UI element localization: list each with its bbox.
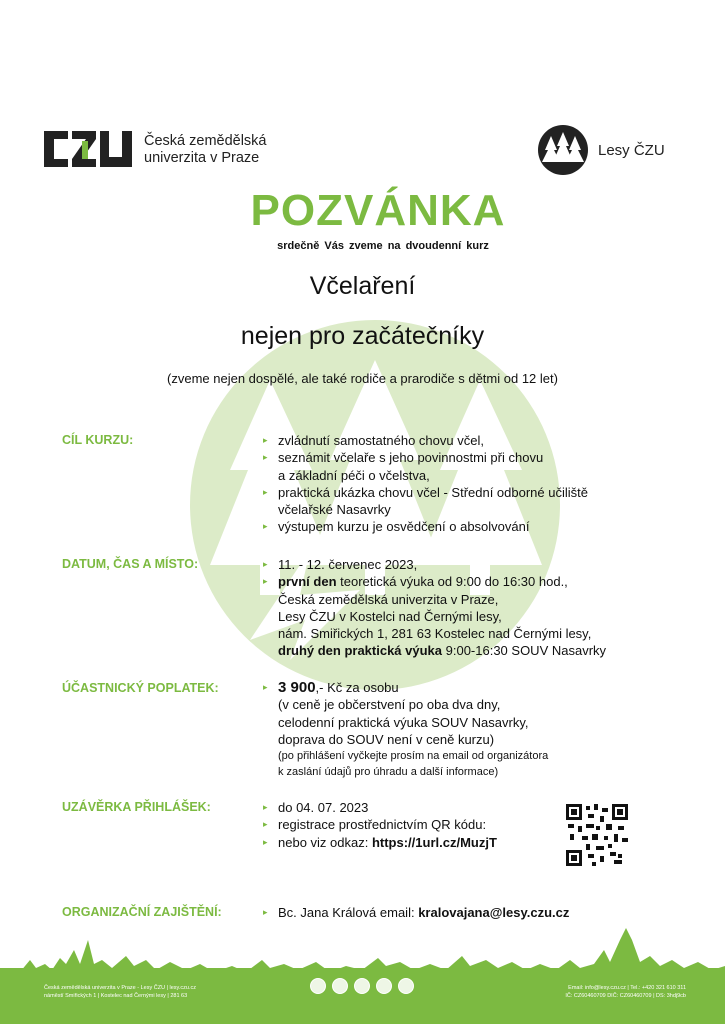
place-line: Lesy ČZU v Kostelci nad Černými lesy, — [278, 608, 502, 624]
goal-item: a základní péči o včelstva, — [278, 467, 430, 483]
invitation-title: POZVÁNKA — [250, 186, 506, 235]
university-name-line1: Česká zemědělská — [144, 133, 267, 149]
goal-item: ▸ seznámit včelaře s jeho povinnostmi při chovu — [263, 449, 588, 466]
university-name — [144, 133, 267, 167]
goal-label: CÍL KURZU: — [62, 433, 134, 447]
lesy-czu-logo — [537, 124, 589, 176]
organizer-list — [263, 904, 569, 921]
date-list — [263, 556, 606, 660]
place-line: Česká zemědělská univerzita v Praze, — [278, 591, 499, 607]
goal-item: ▸ výstupem kurzu je osvědčení o absolvování — [263, 518, 588, 535]
footer-contact — [540, 984, 686, 1000]
second-day-label: druhý den praktická výuka — [278, 643, 443, 659]
second-day-detail: 9:00-16:30 SOUV Nasavrky — [442, 643, 607, 659]
date-label: DATUM, ČAS A MÍSTO: — [62, 557, 199, 571]
course-title-line2: nejen pro začátečníky — [240, 322, 485, 350]
partner-logo-icon — [354, 978, 370, 994]
audience-note: (zveme nejen dospělé, ale také rodiče a prarodiče s dětmi od 12 let) — [167, 371, 558, 386]
fee-amount: 3 900 — [278, 679, 316, 696]
organizer-label: ORGANIZAČNÍ ZAJIŠTĚNÍ: — [62, 905, 222, 919]
fee-currency: ,- Kč za osobu — [315, 680, 399, 695]
lesy-czu-name: Lesy ČZU — [598, 142, 665, 159]
czu-logo — [42, 127, 134, 171]
goal-item: včelařské Nasavrky — [278, 502, 391, 518]
footer-skyline — [0, 920, 725, 1024]
deadline-label: UZÁVĚRKA PŘIHLÁŠEK: — [62, 800, 211, 814]
footer-address — [44, 984, 196, 1000]
first-day-label: první den — [278, 574, 337, 590]
goal-item: ▸ praktická ukázka chovu včel - Střední odborné učiliště — [263, 484, 588, 501]
fee-label: ÚČASTNICKÝ POPLATEK: — [62, 681, 219, 695]
course-title-line1: Včelaření — [309, 272, 416, 300]
deadline-date: ▸ do 04. 07. 2023 — [263, 799, 497, 816]
place-line: nám. Smiřických 1, 281 63 Kostelec nad Černými lesy, — [278, 626, 592, 642]
first-day-detail: teoretická výuka od 9:00 do 16:30 hod., — [336, 574, 568, 590]
fee-detail: (v ceně je občerstvení po oba dva dny, — [278, 697, 501, 713]
footer-contact-line: IČ: CZ60460709 DIČ: CZ60460709 | DS: 3hdj9cb — [565, 993, 686, 999]
fee-detail: celodenní praktická výuka SOUV Nasavrky, — [278, 714, 529, 730]
footer-address-line: Česká zemědělská univerzita v Praze - Lesy ČZU | lesy.czu.cz — [44, 985, 197, 991]
partner-logo-icon — [398, 978, 414, 994]
deadline-list — [263, 799, 497, 851]
partner-logo-icon — [310, 978, 326, 994]
course-date: ▸ 11. - 12. červenec 2023, — [263, 556, 606, 573]
fee-amount-line — [263, 679, 548, 696]
goal-item: ▸ zvládnutí samostatného chovu včel, — [263, 432, 588, 449]
second-day-line — [263, 642, 606, 659]
partner-logo-icon — [332, 978, 348, 994]
registration-link-line — [263, 834, 497, 851]
fee-detail: doprava do SOUV není v ceně kurzu) — [278, 731, 495, 747]
partner-logo-icon — [376, 978, 392, 994]
footer-contact-line: Email: info@lesy.czu.cz | Tel.: +420 321 610 311 — [568, 985, 686, 991]
registration-link-prefix: nebo viz odkaz: — [278, 834, 372, 850]
organizer-name: Bc. Jana Králová email: — [278, 905, 419, 920]
fee-note: k zaslání údajů pro úhradu a další informace) — [278, 766, 499, 779]
footer-address-line: náměstí Smiřických 1 | Kostelec nad Černými lesy | 281 63 — [44, 993, 188, 999]
registration-link[interactable]: https://1url.cz/MuzjT — [371, 834, 497, 850]
fee-list — [263, 679, 548, 780]
fee-note: (po přihlášení vyčkejte prosím na email od organizátora — [278, 750, 549, 763]
invitation-subtitle: srdečně Vás zveme na dvoudenní kurz — [277, 240, 489, 252]
registration-note: ▸ registrace prostřednictvím QR kódu: — [263, 816, 497, 833]
first-day-line — [263, 573, 606, 590]
organizer-email[interactable]: kralovajana@lesy.czu.cz — [418, 905, 570, 920]
goal-list — [263, 432, 588, 536]
qr-code[interactable] — [566, 804, 628, 866]
organizer-line — [263, 904, 569, 921]
university-name-line2: univerzita v Praze — [144, 150, 260, 166]
